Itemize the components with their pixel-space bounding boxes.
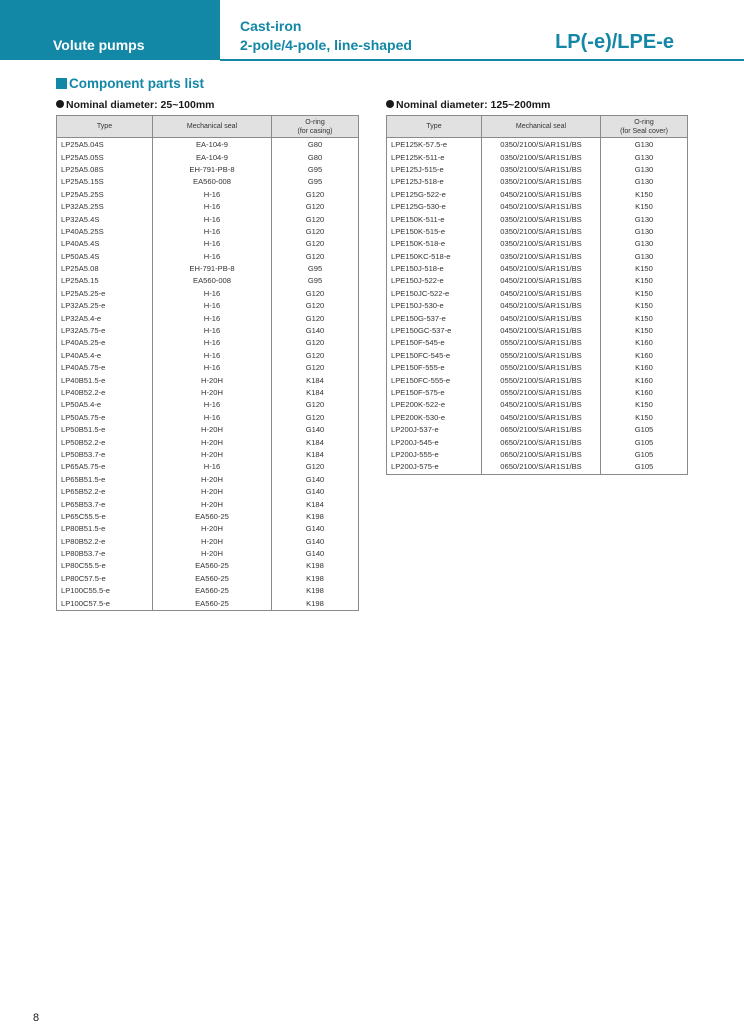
cell-mechanical-seal: 0450/2100/S/AR1S1/BS xyxy=(482,312,601,324)
bullet-icon xyxy=(386,100,394,108)
cell-oring: K198 xyxy=(272,511,359,523)
bullet-icon xyxy=(56,100,64,108)
cell-mechanical-seal: H-20H xyxy=(153,436,272,448)
cell-oring: G120 xyxy=(272,213,359,225)
cell-type: LP25A5.05S xyxy=(57,151,153,163)
cell-type: LP40A5.25S xyxy=(57,226,153,238)
cell-type: LPE125G-522-e xyxy=(387,189,482,201)
table-row xyxy=(387,176,688,188)
table-body xyxy=(57,138,359,611)
cell-type: LP50B53.7-e xyxy=(57,449,153,461)
table-row xyxy=(387,399,688,411)
cell-oring: K150 xyxy=(601,412,688,424)
cell-oring: G120 xyxy=(272,226,359,238)
category-banner xyxy=(0,0,220,60)
cell-oring: G130 xyxy=(601,164,688,176)
cell-mechanical-seal: H-16 xyxy=(153,238,272,250)
cell-mechanical-seal: EA560-25 xyxy=(153,597,272,610)
cell-mechanical-seal: H-16 xyxy=(153,189,272,201)
cell-oring: G105 xyxy=(601,461,688,474)
table-row xyxy=(387,275,688,287)
cell-type: LP40A5.75-e xyxy=(57,362,153,374)
cell-mechanical-seal: H-16 xyxy=(153,213,272,225)
header-oring xyxy=(272,116,359,138)
table-row xyxy=(57,573,359,585)
cell-mechanical-seal: H-16 xyxy=(153,201,272,213)
table-row xyxy=(57,151,359,163)
cell-mechanical-seal: EA560-25 xyxy=(153,511,272,523)
cell-type: LP25A5.08S xyxy=(57,164,153,176)
cell-type: LPE125J-518-e xyxy=(387,176,482,188)
cell-type: LP65B51.5-e xyxy=(57,474,153,486)
header-oring-title: O-ring xyxy=(305,118,325,126)
table-row xyxy=(57,251,359,263)
model-title: LP(-e)/LPE-e xyxy=(555,31,674,53)
table-row xyxy=(57,176,359,188)
cell-oring: K184 xyxy=(272,436,359,448)
cell-oring: K160 xyxy=(601,350,688,362)
cell-mechanical-seal: H-16 xyxy=(153,461,272,473)
table-row xyxy=(387,288,688,300)
parts-table-large xyxy=(386,115,688,475)
cell-mechanical-seal: H-20H xyxy=(153,474,272,486)
header-seal: Mechanical seal xyxy=(153,116,272,138)
cell-oring: G120 xyxy=(272,312,359,324)
cell-oring: K150 xyxy=(601,300,688,312)
cell-oring: K184 xyxy=(272,374,359,386)
table-row xyxy=(57,412,359,424)
section-title-text: Component parts list xyxy=(69,76,205,91)
cell-type: LP40B51.5-e xyxy=(57,374,153,386)
cell-oring: G120 xyxy=(272,399,359,411)
cell-mechanical-seal: EH-791-PB-8 xyxy=(153,164,272,176)
cell-oring: G130 xyxy=(601,176,688,188)
table-row xyxy=(57,498,359,510)
cell-type: LP32A5.4S xyxy=(57,213,153,225)
cell-oring: G130 xyxy=(601,251,688,263)
table-row xyxy=(57,138,359,152)
table-row xyxy=(57,399,359,411)
table-row xyxy=(57,548,359,560)
table-row xyxy=(387,325,688,337)
cell-mechanical-seal: 0450/2100/S/AR1S1/BS xyxy=(482,399,601,411)
cell-type: LP100C57.5-e xyxy=(57,597,153,610)
cell-mechanical-seal: H-16 xyxy=(153,350,272,362)
cell-oring: K150 xyxy=(601,275,688,287)
cell-oring: K150 xyxy=(601,263,688,275)
cell-oring: K198 xyxy=(272,585,359,597)
cell-oring: G105 xyxy=(601,436,688,448)
table-row xyxy=(57,226,359,238)
cell-type: LPE150FC-555-e xyxy=(387,374,482,386)
table-row xyxy=(57,238,359,250)
table-row xyxy=(387,374,688,386)
parts-table-small xyxy=(56,115,359,611)
cell-oring: G120 xyxy=(272,412,359,424)
cell-oring: K160 xyxy=(601,374,688,386)
table-row xyxy=(387,251,688,263)
cell-oring: G140 xyxy=(272,548,359,560)
table-row xyxy=(387,436,688,448)
table-row xyxy=(57,325,359,337)
cell-oring: G120 xyxy=(272,288,359,300)
cell-mechanical-seal: 0350/2100/S/AR1S1/BS xyxy=(482,226,601,238)
cell-mechanical-seal: H-16 xyxy=(153,251,272,263)
cell-type: LPE150J-518-e xyxy=(387,263,482,275)
cell-mechanical-seal: H-20H xyxy=(153,424,272,436)
cell-oring: G120 xyxy=(272,461,359,473)
cell-mechanical-seal: 0550/2100/S/AR1S1/BS xyxy=(482,350,601,362)
cell-oring: G120 xyxy=(272,238,359,250)
cell-mechanical-seal: EH-791-PB-8 xyxy=(153,263,272,275)
right-caption-text: Nominal diameter: 125~200mm xyxy=(396,99,551,111)
header-oring xyxy=(601,116,688,138)
header-oring-note: (for Seal cover) xyxy=(620,127,668,135)
table-row xyxy=(387,263,688,275)
cell-type: LP200J-555-e xyxy=(387,449,482,461)
cell-mechanical-seal: 0350/2100/S/AR1S1/BS xyxy=(482,251,601,263)
cell-type: LP80C57.5-e xyxy=(57,573,153,585)
header-oring-title: O-ring xyxy=(634,118,654,126)
table-row xyxy=(387,387,688,399)
cell-type: LP80B51.5-e xyxy=(57,523,153,535)
cell-oring: G105 xyxy=(601,449,688,461)
cell-oring: G95 xyxy=(272,263,359,275)
table-row xyxy=(57,213,359,225)
cell-mechanical-seal: 0450/2100/S/AR1S1/BS xyxy=(482,189,601,201)
table-row xyxy=(387,350,688,362)
cell-type: LPE125G-530-e xyxy=(387,201,482,213)
right-table-caption xyxy=(386,99,550,111)
cell-oring: G130 xyxy=(601,226,688,238)
table-header-row xyxy=(57,116,359,138)
cell-oring: K150 xyxy=(601,399,688,411)
cell-type: LP40A5.25-e xyxy=(57,337,153,349)
cell-type: LP50B51.5-e xyxy=(57,424,153,436)
cell-oring: K150 xyxy=(601,312,688,324)
cell-oring: G80 xyxy=(272,138,359,152)
cell-mechanical-seal: H-20H xyxy=(153,449,272,461)
cell-type: LPE125K-511-e xyxy=(387,151,482,163)
table-row xyxy=(57,374,359,386)
cell-oring: G120 xyxy=(272,350,359,362)
cell-type: LP32A5.4-e xyxy=(57,312,153,324)
cell-oring: G140 xyxy=(272,325,359,337)
cell-oring: K198 xyxy=(272,573,359,585)
cell-oring: K160 xyxy=(601,337,688,349)
cell-oring: G130 xyxy=(601,213,688,225)
cell-oring: G130 xyxy=(601,238,688,250)
cell-mechanical-seal: 0550/2100/S/AR1S1/BS xyxy=(482,337,601,349)
cell-type: LPE150F-555-e xyxy=(387,362,482,374)
cell-type: LP65B52.2-e xyxy=(57,486,153,498)
left-caption-text: Nominal diameter: 25~100mm xyxy=(66,99,215,111)
cell-type: LP50A5.4S xyxy=(57,251,153,263)
cell-oring: G95 xyxy=(272,275,359,287)
cell-oring: K184 xyxy=(272,498,359,510)
cell-mechanical-seal: H-20H xyxy=(153,387,272,399)
cell-type: LP200J-545-e xyxy=(387,436,482,448)
table-row xyxy=(387,201,688,213)
cell-type: LP80C55.5-e xyxy=(57,560,153,572)
table-row xyxy=(57,560,359,572)
table-row xyxy=(387,412,688,424)
table-row xyxy=(387,213,688,225)
cell-mechanical-seal: H-16 xyxy=(153,412,272,424)
page-header xyxy=(0,0,744,60)
table-row xyxy=(57,449,359,461)
table-row xyxy=(57,350,359,362)
cell-oring: K160 xyxy=(601,362,688,374)
table-row xyxy=(387,189,688,201)
table-row xyxy=(57,263,359,275)
table-row xyxy=(57,387,359,399)
cell-mechanical-seal: H-16 xyxy=(153,337,272,349)
cell-type: LP80B52.2-e xyxy=(57,536,153,548)
cell-oring: K150 xyxy=(601,189,688,201)
cell-type: LPE150KC-518-e xyxy=(387,251,482,263)
cell-type: LPE150F-575-e xyxy=(387,387,482,399)
cell-mechanical-seal: 0350/2100/S/AR1S1/BS xyxy=(482,164,601,176)
cell-type: LPE125J-515-e xyxy=(387,164,482,176)
section-title xyxy=(56,76,204,91)
cell-type: LP25A5.15 xyxy=(57,275,153,287)
square-bullet-icon xyxy=(56,78,67,89)
cell-type: LP25A5.15S xyxy=(57,176,153,188)
header-rule xyxy=(220,59,744,61)
cell-type: LP65C55.5-e xyxy=(57,511,153,523)
material-label: Cast-iron xyxy=(240,18,302,34)
cell-mechanical-seal: H-16 xyxy=(153,312,272,324)
cell-mechanical-seal: 0650/2100/S/AR1S1/BS xyxy=(482,449,601,461)
cell-mechanical-seal: 0350/2100/S/AR1S1/BS xyxy=(482,138,601,152)
cell-mechanical-seal: 0450/2100/S/AR1S1/BS xyxy=(482,288,601,300)
table-row xyxy=(57,511,359,523)
cell-mechanical-seal: EA-104-9 xyxy=(153,138,272,152)
cell-type: LPE150JC-522-e xyxy=(387,288,482,300)
cell-oring: G140 xyxy=(272,536,359,548)
table-row xyxy=(57,486,359,498)
table-row xyxy=(387,461,688,474)
cell-mechanical-seal: 0450/2100/S/AR1S1/BS xyxy=(482,263,601,275)
cell-type: LPE150F-545-e xyxy=(387,337,482,349)
cell-mechanical-seal: H-16 xyxy=(153,226,272,238)
cell-mechanical-seal: 0350/2100/S/AR1S1/BS xyxy=(482,176,601,188)
cell-type: LP25A5.08 xyxy=(57,263,153,275)
cell-mechanical-seal: 0650/2100/S/AR1S1/BS xyxy=(482,436,601,448)
header-type: Type xyxy=(387,116,482,138)
cell-oring: K184 xyxy=(272,387,359,399)
table-row xyxy=(57,461,359,473)
table-row xyxy=(57,201,359,213)
cell-oring: G120 xyxy=(272,362,359,374)
cell-type: LP80B53.7-e xyxy=(57,548,153,560)
cell-oring: G80 xyxy=(272,151,359,163)
table-row xyxy=(387,300,688,312)
cell-type: LPE150K-518-e xyxy=(387,238,482,250)
cell-mechanical-seal: H-20H xyxy=(153,548,272,560)
cell-oring: G130 xyxy=(601,138,688,152)
cell-type: LP25A5.25-e xyxy=(57,288,153,300)
table-row xyxy=(387,424,688,436)
table-body xyxy=(387,138,688,475)
cell-mechanical-seal: 0450/2100/S/AR1S1/BS xyxy=(482,300,601,312)
cell-mechanical-seal: 0450/2100/S/AR1S1/BS xyxy=(482,201,601,213)
cell-type: LPE150K-511-e xyxy=(387,213,482,225)
cell-type: LP25A5.25S xyxy=(57,189,153,201)
table-row xyxy=(57,189,359,201)
cell-mechanical-seal: H-16 xyxy=(153,288,272,300)
cell-oring: G140 xyxy=(272,486,359,498)
cell-oring: G140 xyxy=(272,523,359,535)
table-row xyxy=(387,164,688,176)
cell-mechanical-seal: 0650/2100/S/AR1S1/BS xyxy=(482,424,601,436)
cell-oring: G120 xyxy=(272,201,359,213)
header-seal: Mechanical seal xyxy=(482,116,601,138)
table-row xyxy=(57,536,359,548)
cell-mechanical-seal: 0450/2100/S/AR1S1/BS xyxy=(482,275,601,287)
table-row xyxy=(57,597,359,610)
cell-mechanical-seal: 0450/2100/S/AR1S1/BS xyxy=(482,412,601,424)
cell-mechanical-seal: H-20H xyxy=(153,536,272,548)
table-row xyxy=(57,585,359,597)
cell-oring: G120 xyxy=(272,337,359,349)
cell-type: LP25A5.04S xyxy=(57,138,153,152)
table-row xyxy=(387,151,688,163)
cell-mechanical-seal: 0550/2100/S/AR1S1/BS xyxy=(482,387,601,399)
cell-mechanical-seal: EA560-008 xyxy=(153,275,272,287)
cell-mechanical-seal: H-20H xyxy=(153,486,272,498)
cell-type: LPE200K-530-e xyxy=(387,412,482,424)
table-row xyxy=(57,436,359,448)
table-row xyxy=(387,138,688,152)
cell-mechanical-seal: EA560-25 xyxy=(153,560,272,572)
cell-mechanical-seal: EA560-25 xyxy=(153,573,272,585)
table-row xyxy=(387,337,688,349)
cell-mechanical-seal: 0350/2100/S/AR1S1/BS xyxy=(482,213,601,225)
cell-type: LPE150J-522-e xyxy=(387,275,482,287)
cell-mechanical-seal: H-16 xyxy=(153,300,272,312)
subtitle-label: 2-pole/4-pole, line-shaped xyxy=(240,37,412,53)
cell-type: LPE150GC-537-e xyxy=(387,325,482,337)
cell-mechanical-seal: H-20H xyxy=(153,374,272,386)
cell-type: LPE150J-530-e xyxy=(387,300,482,312)
cell-type: LPE150K-515-e xyxy=(387,226,482,238)
cell-type: LP40A5.4S xyxy=(57,238,153,250)
cell-oring: K150 xyxy=(601,288,688,300)
header-subtitle-block xyxy=(240,17,412,55)
cell-type: LP32A5.25-e xyxy=(57,300,153,312)
cell-oring: G120 xyxy=(272,189,359,201)
cell-oring: G140 xyxy=(272,424,359,436)
cell-type: LPE150G-537-e xyxy=(387,312,482,324)
cell-oring: K184 xyxy=(272,449,359,461)
header-type: Type xyxy=(57,116,153,138)
cell-oring: G130 xyxy=(601,151,688,163)
cell-mechanical-seal: EA560-25 xyxy=(153,585,272,597)
table-row xyxy=(387,449,688,461)
table-row xyxy=(57,362,359,374)
cell-type: LP100C55.5-e xyxy=(57,585,153,597)
cell-type: LP50A5.75-e xyxy=(57,412,153,424)
cell-oring: G140 xyxy=(272,474,359,486)
table-row xyxy=(387,312,688,324)
cell-type: LP50A5.4-e xyxy=(57,399,153,411)
table-header-row xyxy=(387,116,688,138)
cell-mechanical-seal: 0350/2100/S/AR1S1/BS xyxy=(482,238,601,250)
cell-mechanical-seal: 0450/2100/S/AR1S1/BS xyxy=(482,325,601,337)
cell-type: LP50B52.2-e xyxy=(57,436,153,448)
cell-type: LP40A5.4-e xyxy=(57,350,153,362)
cell-oring: K198 xyxy=(272,560,359,572)
table-row xyxy=(57,312,359,324)
cell-oring: G95 xyxy=(272,176,359,188)
page-number: 8 xyxy=(33,1012,40,1024)
cell-type: LPE150FC-545-e xyxy=(387,350,482,362)
cell-mechanical-seal: 0550/2100/S/AR1S1/BS xyxy=(482,374,601,386)
table-row xyxy=(57,424,359,436)
cell-mechanical-seal: 0350/2100/S/AR1S1/BS xyxy=(482,151,601,163)
table-row xyxy=(57,275,359,287)
cell-type: LP200J-537-e xyxy=(387,424,482,436)
table-row xyxy=(57,523,359,535)
header-oring-note: (for casing) xyxy=(297,127,333,135)
cell-mechanical-seal: 0550/2100/S/AR1S1/BS xyxy=(482,362,601,374)
cell-mechanical-seal: EA560-008 xyxy=(153,176,272,188)
category-label: Volute pumps xyxy=(53,37,145,53)
table-row xyxy=(57,164,359,176)
cell-type: LP65B53.7-e xyxy=(57,498,153,510)
cell-type: LP32A5.25S xyxy=(57,201,153,213)
cell-type: LPE125K-57.5-e xyxy=(387,138,482,152)
cell-type: LP32A5.75-e xyxy=(57,325,153,337)
cell-oring: G95 xyxy=(272,164,359,176)
cell-type: LP200J-575-e xyxy=(387,461,482,474)
cell-oring: G120 xyxy=(272,300,359,312)
cell-oring: K160 xyxy=(601,387,688,399)
table-row xyxy=(387,362,688,374)
cell-mechanical-seal: H-16 xyxy=(153,399,272,411)
cell-oring: K150 xyxy=(601,201,688,213)
cell-type: LPE200K-522-e xyxy=(387,399,482,411)
table-row xyxy=(57,300,359,312)
table-row xyxy=(57,337,359,349)
cell-mechanical-seal: H-20H xyxy=(153,523,272,535)
cell-mechanical-seal: 0650/2100/S/AR1S1/BS xyxy=(482,461,601,474)
table-row xyxy=(387,226,688,238)
cell-type: LP65A5.75-e xyxy=(57,461,153,473)
table-row xyxy=(57,474,359,486)
cell-mechanical-seal: H-16 xyxy=(153,325,272,337)
table-row xyxy=(57,288,359,300)
cell-oring: G120 xyxy=(272,251,359,263)
cell-oring: K198 xyxy=(272,597,359,610)
cell-oring: K150 xyxy=(601,325,688,337)
left-table-caption xyxy=(56,99,215,111)
cell-type: LP40B52.2-e xyxy=(57,387,153,399)
cell-mechanical-seal: EA-104-9 xyxy=(153,151,272,163)
table-row xyxy=(387,238,688,250)
cell-oring: G105 xyxy=(601,424,688,436)
cell-mechanical-seal: H-20H xyxy=(153,498,272,510)
cell-mechanical-seal: H-16 xyxy=(153,362,272,374)
